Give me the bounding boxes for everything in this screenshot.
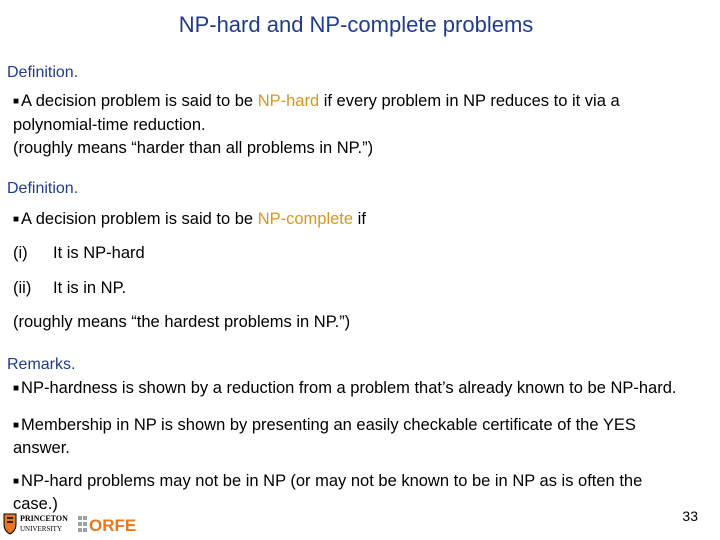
- remark-3-line-2: case.): [13, 495, 58, 513]
- bullet-icon: ■: [13, 214, 20, 225]
- np-complete-definition-line: ■ A decision problem is said to be NP-complete if: [13, 210, 366, 228]
- remark-2-line-2: answer.: [13, 439, 70, 457]
- slide-title: NP-hard and NP-complete problems: [178, 12, 534, 37]
- list-item-in-np: It is in NP.: [53, 279, 127, 297]
- np-hard-definition-line-1: ■ A decision problem is said to be NP-hard if every problem in NP reduces to it via a: [13, 92, 620, 110]
- definition-label: Definition.: [7, 180, 79, 197]
- remark-3-line-1: ■ NP-hard problems may not be in NP (or may not be known to be in NP as is often the: [13, 472, 643, 490]
- bullet-icon: ■: [13, 476, 20, 487]
- definition-label: Definition.: [7, 64, 79, 81]
- list-number-ii: (ii): [13, 279, 32, 297]
- np-hard-definition-note: (roughly means “harder than all problems in NP.”): [13, 139, 374, 157]
- princeton-logo: [2, 511, 72, 535]
- bullet-icon: ■: [13, 420, 20, 431]
- orfe-logo-text: ORFE: [89, 516, 137, 534]
- princeton-logo-top-text: PRINCETON: [20, 514, 68, 523]
- remarks-label: Remarks.: [7, 356, 76, 373]
- np-hard-term: NP-hard: [257, 92, 320, 110]
- princeton-logo-bottom-text: UNIVERSITY: [20, 525, 62, 533]
- np-complete-note: (roughly means “the hardest problems in NP.”): [13, 313, 351, 331]
- remark-2-line-1: ■ Membership in NP is shown by presenting an easily checkable certificate of the YES: [13, 416, 636, 434]
- np-hard-definition-line-2: polynomial-time reduction.: [13, 116, 206, 134]
- bullet-icon: ■: [13, 96, 20, 107]
- remark-1: ■ NP-hardness is shown by a reduction from a problem that’s already known to be NP-hard.: [13, 379, 677, 397]
- list-item-np-hard: It is NP-hard: [53, 244, 145, 262]
- list-number-i: (i): [13, 244, 28, 262]
- orfe-logo: [78, 512, 148, 534]
- np-complete-term: NP-complete: [257, 210, 354, 228]
- page-number: 33: [682, 508, 698, 524]
- bullet-icon: ■: [13, 383, 20, 394]
